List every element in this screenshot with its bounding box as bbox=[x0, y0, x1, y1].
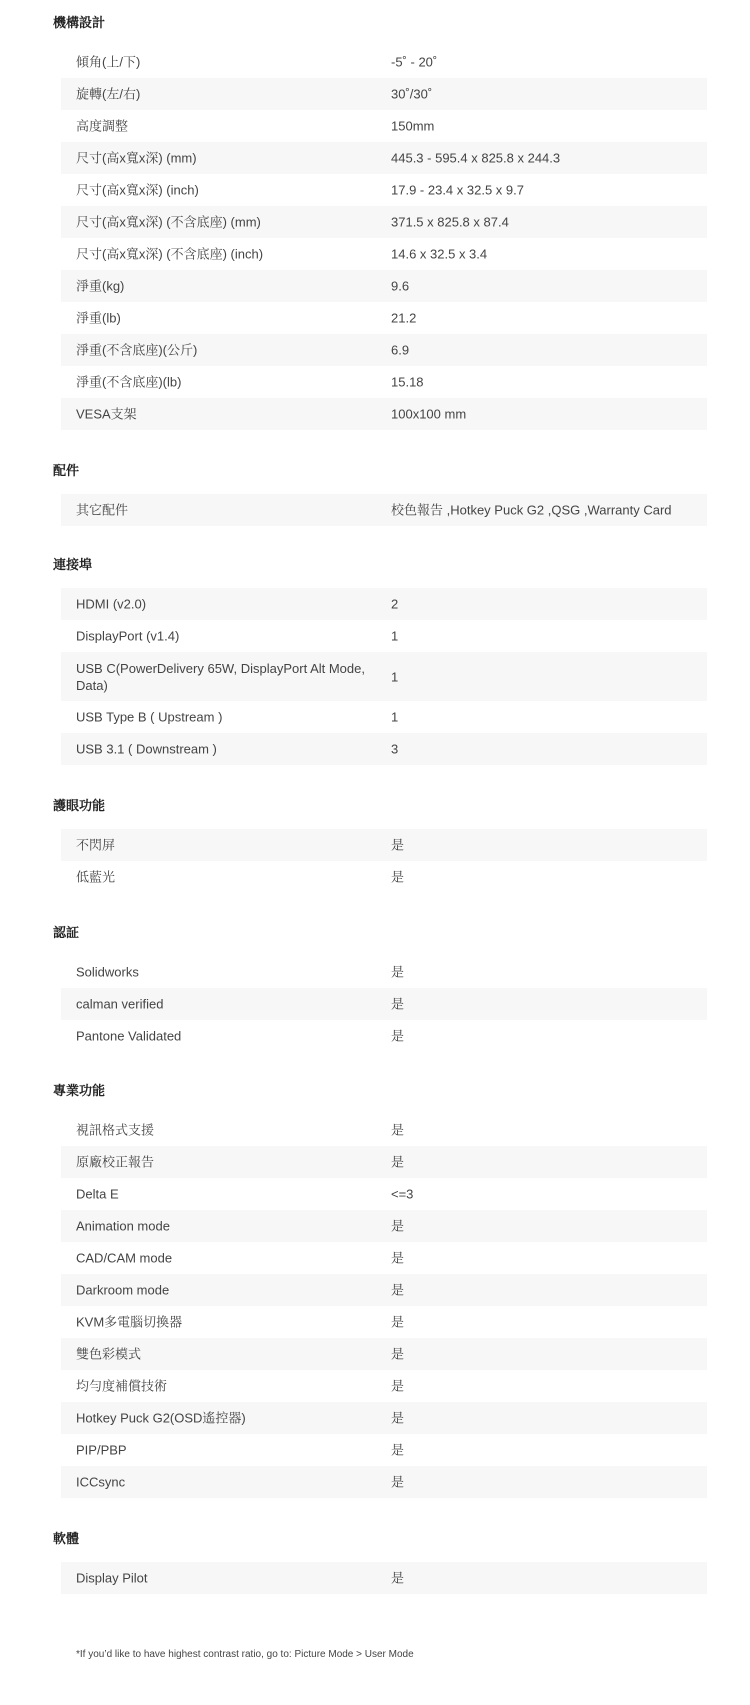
spec-value: 是 bbox=[391, 1410, 405, 1426]
spec-row bbox=[61, 956, 707, 988]
spec-value: 是 bbox=[391, 1282, 405, 1298]
spec-row bbox=[61, 78, 707, 110]
spec-row bbox=[61, 238, 707, 270]
spec-label: 淨重(lb) bbox=[76, 310, 121, 326]
spec-value: 6.9 bbox=[391, 342, 410, 358]
spec-label: Delta E bbox=[76, 1186, 119, 1202]
spec-value: 150mm bbox=[391, 118, 435, 134]
spec-label: CAD/CAM mode bbox=[76, 1250, 173, 1266]
section-title: 軟體 bbox=[53, 1531, 80, 1546]
section-title: 配件 bbox=[53, 463, 80, 478]
spec-value: 445.3 - 595.4 x 825.8 x 244.3 bbox=[391, 150, 561, 166]
spec-row bbox=[61, 174, 707, 206]
spec-row bbox=[61, 1338, 707, 1370]
spec-row bbox=[61, 1020, 707, 1052]
spec-value: 14.6 x 32.5 x 3.4 bbox=[391, 246, 488, 262]
spec-table bbox=[61, 829, 707, 893]
spec-label: 傾角(上/下) bbox=[76, 54, 141, 70]
spec-row bbox=[61, 1562, 707, 1594]
spec-label: 淨重(不含底座)(公斤) bbox=[76, 342, 198, 358]
section-title: 連接埠 bbox=[53, 557, 93, 572]
section-title: 專業功能 bbox=[53, 1083, 106, 1098]
spec-value: 100x100 mm bbox=[391, 406, 467, 422]
spec-row bbox=[61, 270, 707, 302]
spec-row bbox=[61, 110, 707, 142]
spec-label: Darkroom mode bbox=[76, 1282, 170, 1298]
spec-value: 15.18 bbox=[391, 374, 424, 390]
spec-value: 是 bbox=[391, 1378, 405, 1394]
spec-row bbox=[61, 988, 707, 1020]
spec-label: calman verified bbox=[76, 996, 164, 1012]
spec-row bbox=[61, 1146, 707, 1178]
spec-label: ICCsync bbox=[76, 1474, 126, 1490]
spec-value: 1 bbox=[391, 628, 399, 644]
spec-value: 是 bbox=[391, 1028, 405, 1044]
spec-table bbox=[61, 588, 707, 765]
spec-value: 是 bbox=[391, 1474, 405, 1490]
spec-label: USB Type B ( Upstream ) bbox=[76, 709, 223, 725]
spec-value: 2 bbox=[391, 596, 399, 612]
spec-value: 是 bbox=[391, 1122, 405, 1138]
spec-label: KVM多電腦切換器 bbox=[76, 1314, 183, 1330]
spec-label: PIP/PBP bbox=[76, 1442, 127, 1458]
spec-row bbox=[61, 1178, 707, 1210]
spec-value: 是 bbox=[391, 1154, 405, 1170]
spec-label: 低藍光 bbox=[76, 869, 116, 885]
spec-row bbox=[61, 366, 707, 398]
spec-row bbox=[61, 142, 707, 174]
spec-value: 21.2 bbox=[391, 310, 417, 326]
spec-label: 均勻度補償技術 bbox=[76, 1378, 168, 1394]
spec-label: Solidworks bbox=[76, 964, 139, 980]
spec-row bbox=[61, 1434, 707, 1466]
spec-label: Animation mode bbox=[76, 1218, 170, 1234]
spec-row bbox=[61, 1370, 707, 1402]
spec-value: 是 bbox=[391, 996, 405, 1012]
spec-label: 淨重(不含底座)(lb) bbox=[76, 374, 182, 390]
spec-row bbox=[61, 588, 707, 620]
spec-value: 校色報告 ,Hotkey Puck G2 ,QSG ,Warranty Card bbox=[391, 502, 672, 518]
spec-row bbox=[61, 206, 707, 238]
spec-value: 是 bbox=[391, 1346, 405, 1362]
spec-table bbox=[61, 1562, 707, 1594]
spec-label: 雙色彩模式 bbox=[76, 1346, 142, 1362]
spec-value: 是 bbox=[391, 1570, 405, 1586]
spec-row bbox=[61, 701, 707, 733]
spec-value: 1 bbox=[391, 669, 399, 684]
spec-row bbox=[61, 1274, 707, 1306]
spec-row bbox=[61, 494, 707, 526]
spec-row bbox=[61, 861, 707, 893]
spec-label: 尺寸(高x寬x深) (不含底座) (mm) bbox=[76, 214, 261, 230]
spec-label: 尺寸(高x寬x深) (inch) bbox=[76, 182, 199, 198]
spec-row bbox=[61, 1114, 707, 1146]
spec-label: Hotkey Puck G2(OSD遙控器) bbox=[76, 1410, 246, 1426]
spec-row bbox=[61, 1210, 707, 1242]
spec-row bbox=[61, 1242, 707, 1274]
spec-label: 視訊格式支援 bbox=[76, 1122, 155, 1138]
spec-label: 原廠校正報告 bbox=[76, 1154, 155, 1170]
spec-value: -5˚ - 20˚ bbox=[391, 54, 438, 70]
spec-label: USB 3.1 ( Downstream ) bbox=[76, 741, 217, 757]
spec-label: VESA支架 bbox=[76, 406, 137, 422]
spec-label: HDMI (v2.0) bbox=[76, 596, 147, 612]
spec-label: 高度調整 bbox=[76, 118, 129, 134]
spec-label: Display Pilot bbox=[76, 1570, 148, 1586]
spec-row bbox=[61, 1466, 707, 1498]
spec-value: 30˚/30˚ bbox=[391, 86, 433, 102]
spec-label: Pantone Validated bbox=[76, 1028, 182, 1044]
spec-row bbox=[61, 334, 707, 366]
spec-row bbox=[61, 652, 707, 701]
spec-row bbox=[61, 733, 707, 765]
spec-value: 是 bbox=[391, 869, 405, 885]
spec-value: 1 bbox=[391, 709, 399, 725]
spec-value: 17.9 - 23.4 x 32.5 x 9.7 bbox=[391, 182, 524, 198]
spec-table bbox=[61, 46, 707, 430]
spec-value: 371.5 x 825.8 x 87.4 bbox=[391, 214, 509, 230]
spec-value: 是 bbox=[391, 1314, 405, 1330]
spec-label: 旋轉(左/右) bbox=[76, 86, 141, 102]
spec-value: 是 bbox=[391, 1218, 405, 1234]
spec-value: 9.6 bbox=[391, 278, 410, 294]
spec-table bbox=[61, 494, 707, 526]
spec-row bbox=[61, 1306, 707, 1338]
spec-value: 是 bbox=[391, 837, 405, 853]
spec-label: USB C(PowerDelivery 65W, DisplayPort Alt Mode, Data) bbox=[76, 660, 365, 693]
spec-value: 3 bbox=[391, 741, 399, 757]
spec-row bbox=[61, 829, 707, 861]
spec-label: DisplayPort (v1.4) bbox=[76, 628, 180, 644]
section-title: 護眼功能 bbox=[53, 798, 106, 813]
spec-value: <=3 bbox=[391, 1186, 414, 1202]
spec-label: 尺寸(高x寬x深) (mm) bbox=[76, 150, 197, 166]
spec-row bbox=[61, 46, 707, 78]
spec-row bbox=[61, 398, 707, 430]
spec-label: 其它配件 bbox=[76, 502, 129, 518]
spec-row bbox=[61, 1402, 707, 1434]
spec-label: 淨重(kg) bbox=[76, 278, 125, 294]
section-title: 機構設計 bbox=[53, 15, 106, 30]
spec-label: 不閃屏 bbox=[76, 837, 116, 853]
spec-row bbox=[61, 620, 707, 652]
spec-label: 尺寸(高x寬x深) (不含底座) (inch) bbox=[76, 246, 264, 262]
section-title: 認証 bbox=[53, 925, 80, 940]
footnote: *If you’d like to have highest contrast ratio, go to: Picture Mode > User Mode bbox=[76, 1649, 414, 1660]
spec-value: 是 bbox=[391, 1442, 405, 1458]
spec-row bbox=[61, 302, 707, 334]
spec-table bbox=[61, 1114, 707, 1498]
spec-table bbox=[61, 956, 707, 1052]
spec-value: 是 bbox=[391, 1250, 405, 1266]
spec-value: 是 bbox=[391, 964, 405, 980]
